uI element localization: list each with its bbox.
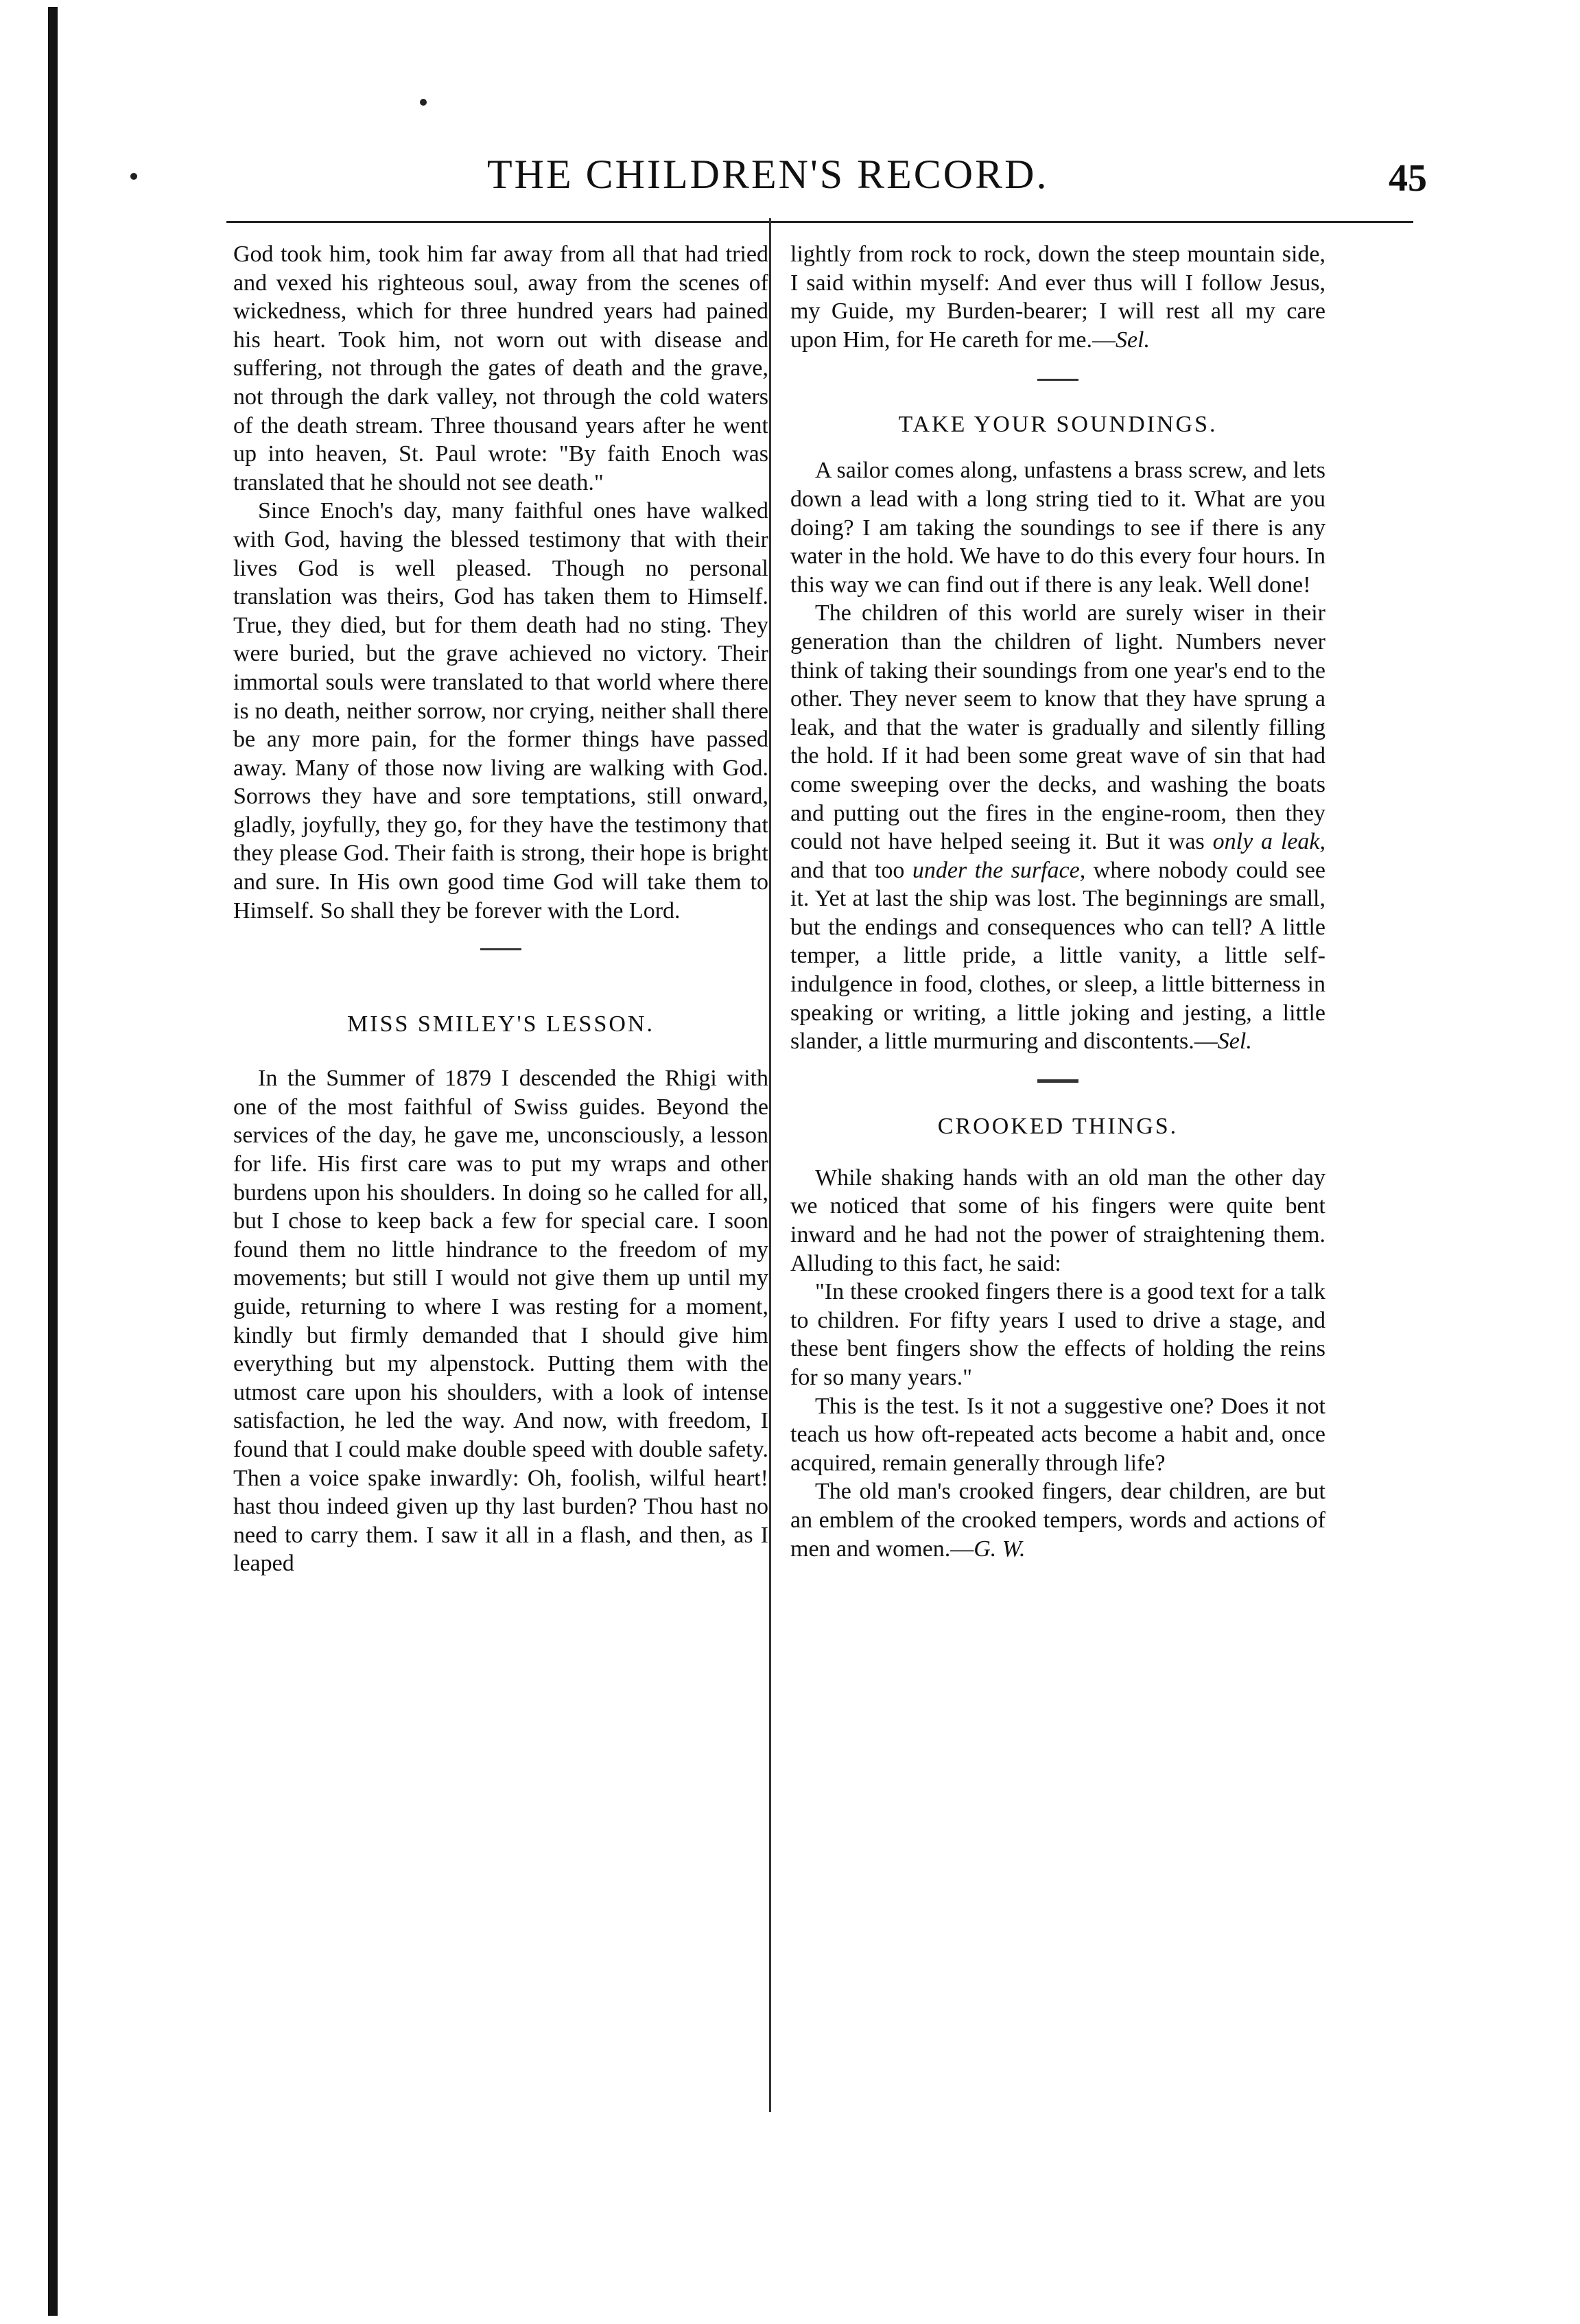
continuation-paragraph bbox=[790, 240, 1325, 354]
soundings-text: The children of this world are surely wiser in their generation than the children of light. Numbers never think of taking their soundings from one year's end to the other. They never seem to know that they have sprung a leak, and that the water is gradually and silently filling the hold. If it had been some great wave of sin that had come sweeping over the decks, and washing the boats and putting out the fires in the engine-room, then they could not have helped seeing it. But it was bbox=[790, 600, 1325, 855]
ink-dot bbox=[130, 173, 137, 180]
crooked-text: The old man's crooked fingers, dear children, are but an emblem of the crooked tempers, words and actions of men and women.— bbox=[790, 1479, 1325, 1562]
attribution: Sel. bbox=[1115, 327, 1151, 353]
running-title: THE CHILDREN'S RECORD. bbox=[487, 152, 1049, 197]
crooked-paragraph: While shaking hands with an old man the other day we noticed that some of his fingers were quite bent inward and he had not the power of straightening them. Alluding to this fact, he said: bbox=[790, 1164, 1325, 1276]
continuation-text: lightly from rock to rock, down the steep mountain side, I said within myself: And ever thus will I follow Jesus, my Guide, my Burden-bearer; I will rest all my care upon Him, for He careth for me.— bbox=[790, 242, 1325, 353]
emphasis: under the surface, bbox=[912, 857, 1086, 883]
left-column bbox=[233, 240, 768, 1578]
emphasis: only a leak, bbox=[1212, 829, 1326, 855]
story-paragraph: In the Summer of 1879 I descended the Rhigi with one of the most faithful of Swiss guides. Beyond the services of the day, he gave me, unconsciously, a lesson for life. His first care was to put my wraps and other burdens upon his shoulders. In doing so he called for all, but I chose to keep back a few for special care. I soon found them no little hindrance to the freedom of my movements; but still I would not give them up until my guide, returning to where I was resting for a moment, kindly but firmly demanded that I should give him everything but my alpenstock. Putting them with the utmost care upon his shoulders, with a look of intense satisfaction, he led the way. And now, with freedom, I found that I could make double speed with double safety. Then a voice spake inwardly: Oh, foolish, wilful heart! hast thou indeed given up thy last burden? Thou hast no need to carry them. I saw it all in a flash, and then, as I leaped bbox=[233, 1066, 768, 1577]
page-header bbox=[226, 151, 1427, 213]
column-divider bbox=[769, 218, 771, 2112]
article-heading: CROOKED THINGS. bbox=[937, 1113, 1179, 1139]
faithful-ones-paragraph: Since Enoch's day, many faithful ones have walked with God, having the blessed testimony that with their lives God is well pleased. Though no personal translation was theirs, God has taken them to Himself. True, they died, but for them death had no sting. They were buried, but the grave achieved no victory. Their immortal souls were translated to that world where there is no death, neither sorrow, nor crying, neither shall there be any more pain, for the former things have passed away. Many of those now living are walking with God. Sorrows they have and sore temptations, still onward, gladly, joyfully, they go, for they have the testimony that they please God. Their faith is strong, their hope is bright and sure. In His own good time God will take them to Himself. So shall they be forever with the Lord. bbox=[233, 498, 768, 924]
enoch-paragraph: God took him, took him far away from all that had tried and vexed his righteous soul, away from the scenes of wickedness, which for three hundred years had pained his heart. Took him, not worn out with disease and suffering, not through the gates of death and the grave, not through the dark valley, not through the cold waters of the death stream. Three thousand years after he went up into heaven, St. Paul wrote: "By faith Enoch was translated that he should not see death." bbox=[233, 242, 768, 495]
right-column bbox=[790, 240, 1325, 1563]
page-number: 45 bbox=[1389, 157, 1427, 200]
ink-dot bbox=[420, 99, 427, 106]
soundings-text: and that too bbox=[790, 857, 905, 883]
article-heading: TAKE YOUR SOUNDINGS. bbox=[898, 412, 1218, 438]
binding-rule bbox=[48, 7, 58, 2316]
crooked-paragraph: "In these crooked fingers there is a good text for a talk to children. For fifty years I used to drive a stage, and these bent fingers show the effects of holding the reins for so many years." bbox=[790, 1279, 1325, 1390]
crooked-paragraph bbox=[790, 1477, 1325, 1563]
article-heading: MISS SMILEY'S LESSON. bbox=[347, 1011, 655, 1037]
soundings-text: where nobody could see it. Yet at last the ship was lost. The beginnings are small, but the endings and consequences who can tell? A little temper, a little pride, a little vanity, a little self-indulgence in food, clothes, or sleep, a little bitterness in speaking or writing, a little joking and jesting, a little slander, a little murmuring and discontents.— bbox=[790, 857, 1326, 1055]
soundings-paragraph: A sailor comes along, unfastens a brass screw, and lets down a lead with a long string tied to it. What are you doing? I am taking the soundings to see if there is any water in the hold. We have to do this every four hours. In this way we can find out if there is any leak. Well done! bbox=[790, 458, 1325, 598]
soundings-paragraph bbox=[790, 599, 1325, 1056]
attribution: Sel. bbox=[1217, 1029, 1252, 1055]
attribution: G. W. bbox=[974, 1536, 1026, 1562]
crooked-paragraph: This is the test. Is it not a suggestive one? Does it not teach us how oft-repeated acts become a habit and, once acquired, remain generally through life? bbox=[790, 1393, 1325, 1476]
header-rule bbox=[226, 221, 1413, 223]
